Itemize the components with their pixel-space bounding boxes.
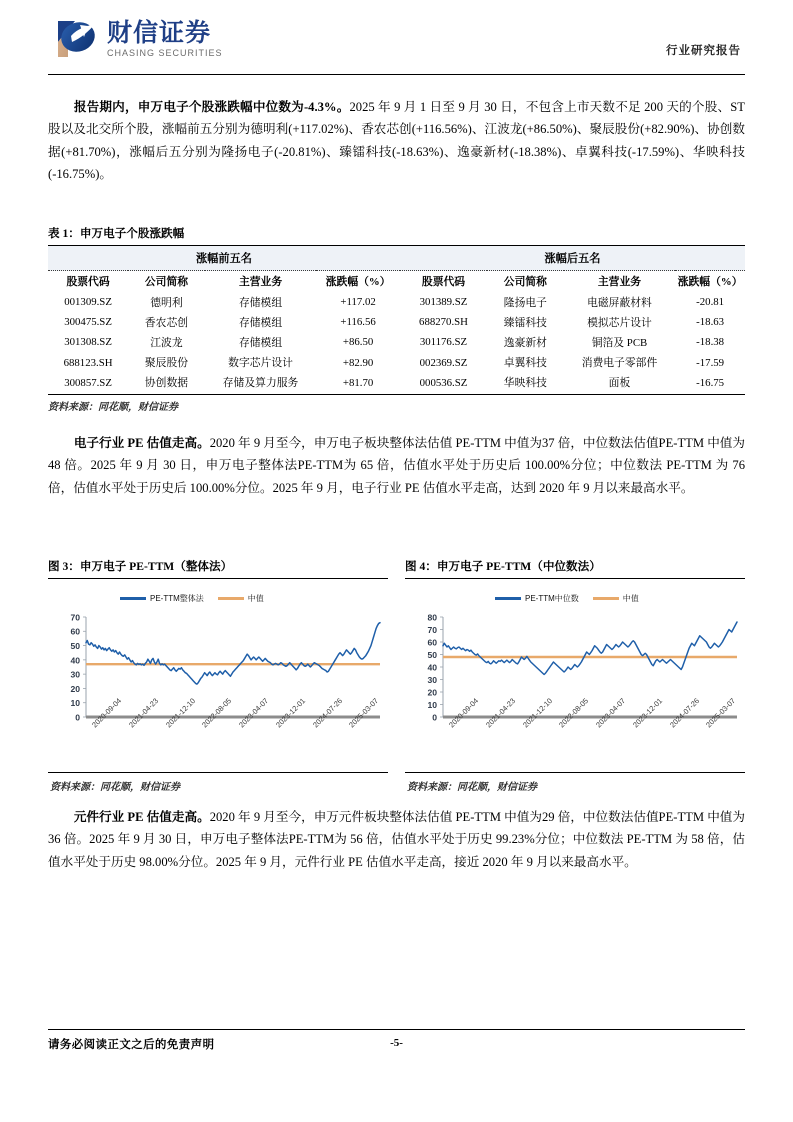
cell-change-right: -16.75 <box>675 373 745 395</box>
logo-chinese-name: 财信证券 <box>107 18 212 47</box>
cell-code-left: 001309.SZ <box>64 296 112 309</box>
cell-business-left: 存储及算力服务 <box>205 373 317 395</box>
x-axis-tick-label: 2024-07-26 <box>310 696 344 730</box>
legend-item-series <box>120 593 204 604</box>
table-body <box>48 292 745 395</box>
x-axis-tick-label: 2020-09-04 <box>90 696 124 730</box>
cell-change-left: +81.70 <box>316 373 400 395</box>
table-row <box>48 292 745 312</box>
svg-text:30: 30 <box>427 674 437 685</box>
legend-item-series <box>495 593 579 604</box>
legend-item-median <box>218 593 264 604</box>
legend-label-median: 中值 <box>247 594 264 603</box>
x-axis-tick-label: 2022-08-05 <box>557 696 591 730</box>
legend-swatch-series <box>495 597 521 600</box>
cell-business-left: 数字芯片设计 <box>228 357 293 370</box>
figure-3-bottom-rule <box>48 772 388 773</box>
svg-text:50: 50 <box>427 649 437 660</box>
figure-4-bottom-rule <box>405 772 745 773</box>
col-code-left: 股票代码 <box>48 271 128 293</box>
legend-label-median: 中值 <box>622 594 639 603</box>
cell-business-left: 存储模组 <box>238 336 283 349</box>
x-axis-tick-label: 2021-04-23 <box>483 696 517 730</box>
svg-text:0: 0 <box>432 712 437 723</box>
report-type-label: 行业研究报告 <box>666 45 741 57</box>
svg-text:70: 70 <box>70 613 80 623</box>
svg-text:10: 10 <box>70 698 80 709</box>
svg-text:80: 80 <box>427 613 437 623</box>
cell-name-left: 江波龙 <box>150 336 183 349</box>
footer-page-number: -5- <box>390 1037 403 1049</box>
col-change-right: 涨跌幅（%） <box>675 271 745 293</box>
figure-4-chart <box>405 580 745 780</box>
cell-name-right: 臻镭科技 <box>503 316 547 329</box>
col-name-left: 公司简称 <box>128 271 205 293</box>
cell-business-left: 存储模组 <box>238 316 283 329</box>
cell-code-right: 002369.SZ <box>419 356 468 369</box>
cell-code-left: 300857.SZ <box>48 373 128 395</box>
paragraph-stock-movement <box>48 96 745 186</box>
cell-change-left: +116.56 <box>340 316 376 329</box>
x-axis-tick-label: 2023-04-07 <box>237 696 271 730</box>
table-1-title: 表 1：申万电子个股涨跌幅 <box>48 227 185 240</box>
group-header-top5: 涨幅前五名 <box>48 246 400 271</box>
x-axis-tick-label: 2023-12-01 <box>273 696 307 730</box>
cell-code-right: 301176.SZ <box>419 336 468 349</box>
cell-name-right: 卓翼科技 <box>503 357 547 370</box>
table-row <box>48 312 745 332</box>
figure-4-source: 资料来源：同花顺，财信证券 <box>407 782 537 793</box>
cell-business-right: 消费电子零部件 <box>581 357 658 370</box>
svg-text:20: 20 <box>70 683 80 694</box>
cell-business-right: 模拟芯片设计 <box>587 316 652 329</box>
x-axis-tick-label: 2025-03-07 <box>347 696 381 730</box>
cell-change-right: -18.38 <box>696 336 725 349</box>
legend-swatch-series <box>120 597 146 600</box>
svg-text:50: 50 <box>70 640 80 651</box>
footer-disclaimer: 请务必阅读正文之后的免责声明 <box>48 1039 215 1051</box>
paragraph-2-body: 2020 年 9 月至今，申万电子板块整体法估值 PE-TTM 中值为37 倍，中位数法估值PE-TTM 中值为48 倍。2025 年 9 月 30 日，申万电子整体法PE-TTM为 65 倍，估值水平处于历史后 100.00%分位；中位数法 PE-TTM 为 76 倍，估值水平处于历史后 100.00%分位。2025 年 9 月，电子行业 PE 估值水平走高，达到 2020 年 9 月以来最高水平。 <box>48 436 745 495</box>
cell-change-left: +82.90 <box>342 356 374 369</box>
cell-name-left: 香农芯创 <box>144 316 189 329</box>
cell-code-left: 688123.SH <box>63 356 113 369</box>
table-1-source: 资料来源：同花顺，财信证券 <box>48 402 178 413</box>
cell-name-right: 逸豪新材 <box>503 336 547 349</box>
cell-name-right: 华映科技 <box>487 373 564 395</box>
paragraph-1-lead: 报告期内，申万电子个股涨跌幅中位数为-4.3%。 <box>73 100 350 114</box>
table-row <box>48 353 745 373</box>
figure-3-chart <box>48 580 388 780</box>
x-axis-tick-label: 2022-08-05 <box>200 696 234 730</box>
svg-text:0: 0 <box>75 712 80 723</box>
cell-code-left: 301308.SZ <box>64 336 112 349</box>
col-business-left: 主营业务 <box>205 271 317 293</box>
cell-code-right: 688270.SH <box>419 316 468 329</box>
page-header <box>48 12 745 74</box>
table-row <box>48 373 745 395</box>
cell-business-right: 面板 <box>564 373 676 395</box>
cell-change-right: -17.59 <box>696 356 725 369</box>
figure-3-legend <box>120 593 264 604</box>
col-code-right: 股票代码 <box>400 271 487 293</box>
header-divider <box>48 74 745 75</box>
figure-4-title: 图 4：申万电子 PE-TTM（中位数法） <box>405 560 601 573</box>
cell-code-right: 000536.SZ <box>400 373 487 395</box>
col-business-right: 主营业务 <box>564 271 676 293</box>
legend-label-series: PE-TTM整体法 <box>150 594 204 603</box>
x-axis-tick-label: 2021-04-23 <box>126 696 160 730</box>
paragraph-3-lead: 元件行业 PE 估值走高。 <box>73 810 210 824</box>
x-axis-tick-label: 2023-12-01 <box>630 696 664 730</box>
cell-name-left: 德明利 <box>150 296 183 309</box>
cell-business-left: 存储模组 <box>238 296 283 309</box>
company-logo <box>54 16 223 62</box>
figure-3-source: 资料来源：同花顺，财信证券 <box>50 782 180 793</box>
legend-swatch-median <box>593 597 619 600</box>
cell-change-right: -20.81 <box>696 296 725 309</box>
table-stock-movement <box>48 245 745 395</box>
svg-text:70: 70 <box>427 624 437 635</box>
cell-change-right: -18.63 <box>696 316 725 329</box>
paragraph-3-body: 2020 年 9 月至今，申万元件板块整体法估值 PE-TTM 中值为29 倍，中位数法估值PE-TTM 中值为36 倍。2025 年 9 月 30 日，申万电子整体法PE-TTM为 56 倍，估值水平处于历史 99.23%分位；中位数法 PE-TTM 为 58 倍，估值水平处于历史 98.00%分位。2025 年 9 月，元件行业 PE 估值水平走高，接近 2020 年 9 月以来最高水平。 <box>48 810 745 869</box>
cell-change-left: +86.50 <box>342 336 374 349</box>
svg-text:40: 40 <box>70 655 80 666</box>
footer-divider <box>48 1029 745 1030</box>
legend-swatch-median <box>218 597 244 600</box>
svg-text:30: 30 <box>70 669 80 680</box>
cell-name-left: 聚辰股份 <box>144 357 189 370</box>
cell-name-left: 协创数据 <box>128 373 205 395</box>
svg-text:20: 20 <box>427 687 437 698</box>
x-axis-tick-label: 2021-12-10 <box>520 696 554 730</box>
paragraph-electronics-pe <box>48 432 745 499</box>
svg-text:10: 10 <box>427 699 437 710</box>
cell-code-left: 300475.SZ <box>64 316 112 329</box>
svg-text:60: 60 <box>70 626 80 637</box>
cell-name-right: 隆扬电子 <box>503 296 547 309</box>
legend-item-median <box>593 593 639 604</box>
figure-3-top-rule <box>48 578 388 579</box>
paragraph-2-lead: 电子行业 PE 估值走高。 <box>73 436 210 450</box>
svg-text:40: 40 <box>427 662 437 673</box>
table-row <box>48 332 745 352</box>
logo-english-name: CHASING SECURITIES <box>107 48 223 59</box>
figure-4-legend <box>495 593 639 604</box>
x-axis-tick-label: 2020-09-04 <box>447 696 481 730</box>
group-header-bottom5: 涨幅后五名 <box>400 246 745 271</box>
paragraph-1-body: 2025 年 9 月 1 日至 9 月 30 日，不包含上市天数不足 200 天的个股、ST 股以及北交所个股，涨幅前五分别为德明利(+117.02%)、香农芯创(+116.56%)、江波龙(+86.50%)、聚辰股份(+82.90%)、协创数据(+81.70%)，涨幅后五分别为隆扬电子(-20.81%)、臻镭科技(-18.63%)、逸豪新材(-18.38%)、卓翼科技(-17.59%)、华映科技(-16.75%)。 <box>48 100 745 182</box>
figure-3-title: 图 3：申万电子 PE-TTM（整体法） <box>48 560 233 573</box>
cell-code-right: 301389.SZ <box>419 296 468 309</box>
logo-mark-icon <box>54 16 100 62</box>
figure-4-top-rule <box>405 578 745 579</box>
legend-label-series: PE-TTM中位数 <box>525 594 579 603</box>
svg-text:60: 60 <box>427 637 437 648</box>
table-column-header-row <box>48 271 745 293</box>
x-axis-tick-label: 2023-04-07 <box>594 696 628 730</box>
col-change-left: 涨跌幅（%） <box>316 271 400 293</box>
table-group-header-row <box>48 246 745 271</box>
cell-change-left: +117.02 <box>340 296 376 309</box>
cell-business-right: 铜箔及 PCB <box>591 336 648 349</box>
cell-business-right: 电磁屏蔽材料 <box>587 296 652 309</box>
x-axis-tick-label: 2025-03-07 <box>704 696 738 730</box>
x-axis-tick-label: 2021-12-10 <box>163 696 197 730</box>
col-name-right: 公司简称 <box>487 271 564 293</box>
paragraph-components-pe <box>48 806 745 873</box>
x-axis-tick-label: 2024-07-26 <box>667 696 701 730</box>
